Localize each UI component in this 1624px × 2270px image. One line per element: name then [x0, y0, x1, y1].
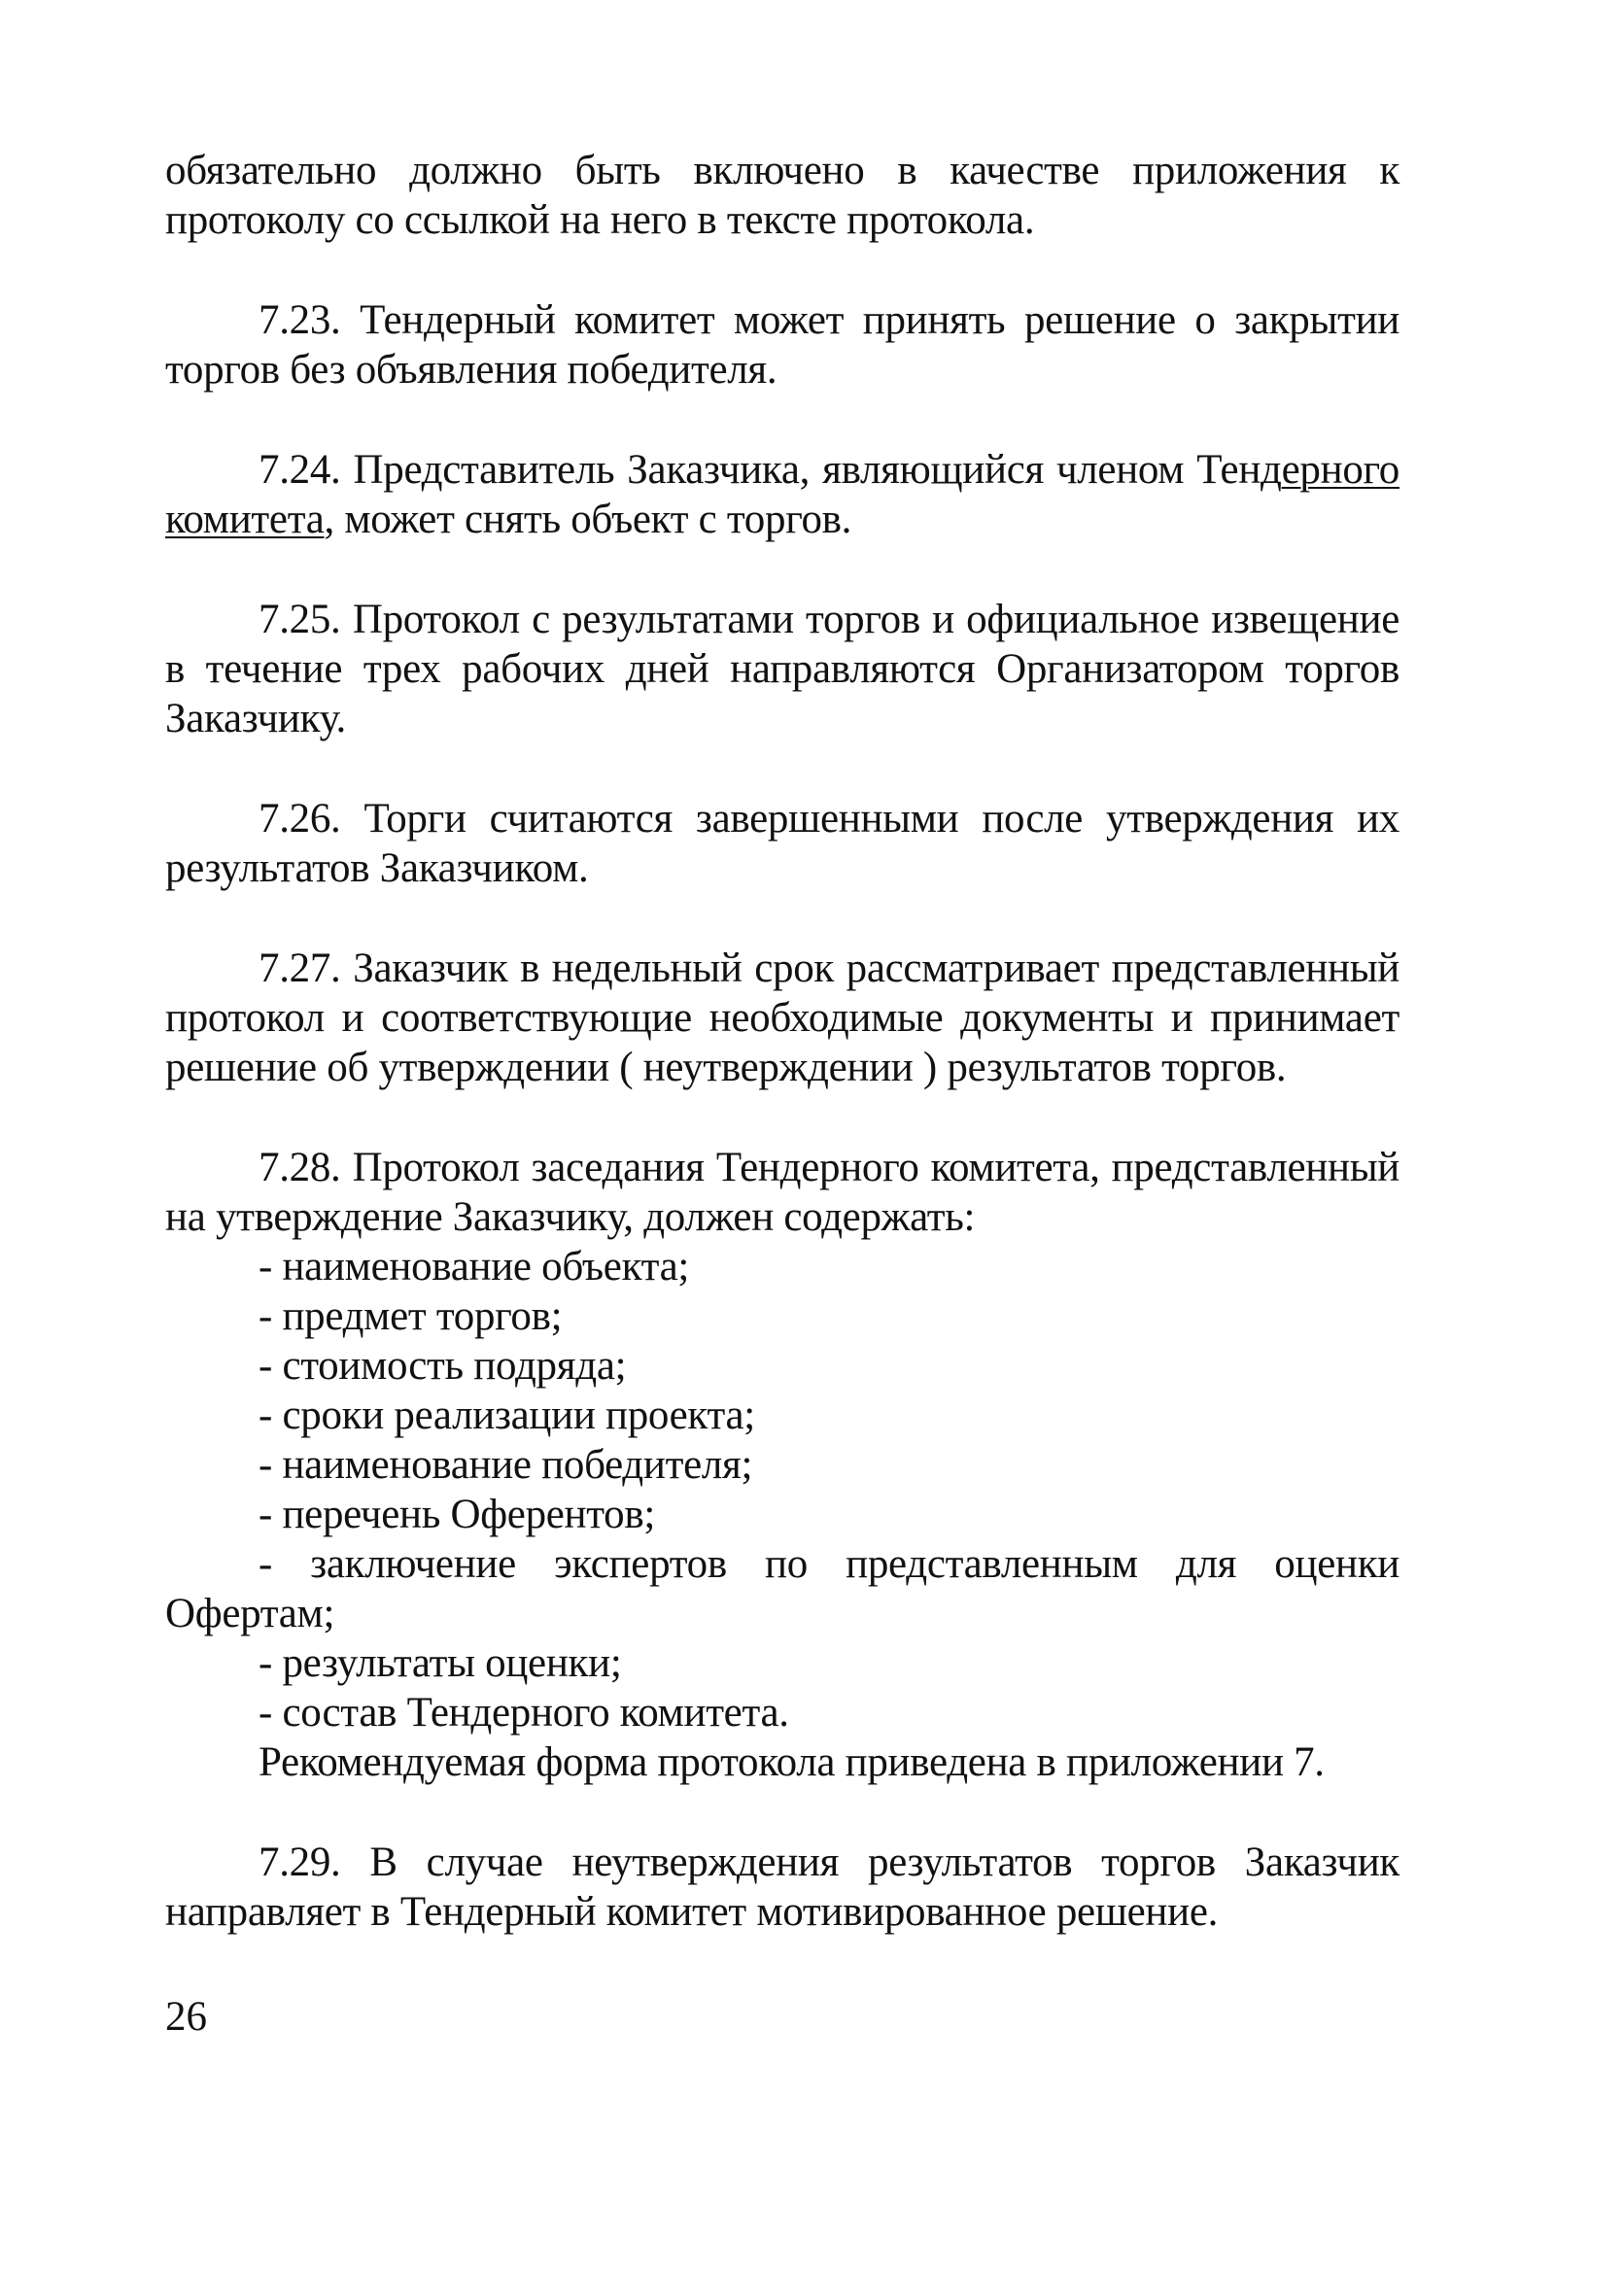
page-number: 26	[165, 1994, 207, 2040]
section-7-23	[165, 295, 1399, 395]
section-text: Протокол заседания Тендерного комитета, представленный на утверждение Заказчику, должен содержать:	[165, 1145, 1399, 1240]
list-item: - наименование объекта;	[259, 1244, 690, 1290]
recommended-form-note: Рекомендуемая форма протокола приведена в приложении 7.	[259, 1739, 1325, 1785]
section-7-28-intro	[165, 1143, 1399, 1242]
list-item: - стоимость подряда;	[259, 1343, 627, 1389]
required-contents-list	[165, 1242, 1399, 1737]
section-text: Протокол с результатами торгов и официальное извещение в течение трех рабочих дней направляются Организатором торгов Заказчику.	[165, 597, 1399, 741]
section-text-underlined: ерного комитета	[165, 447, 1399, 542]
section-text: Торги считаются завершенными после утверждения их результатов Заказчиком.	[165, 796, 1400, 891]
section-7-26	[165, 794, 1399, 893]
section-number: 7.27.	[259, 946, 341, 991]
list-item: - наименование победителя;	[259, 1442, 753, 1488]
section-7-27	[165, 944, 1399, 1092]
list-item: - заключение экспертов по представленным для оценки Офертам;	[165, 1541, 1399, 1636]
section-number: 7.29.	[259, 1840, 341, 1885]
list-item: - перечень Оферентов;	[259, 1492, 656, 1537]
list-item: - результаты оценки;	[259, 1640, 622, 1686]
section-7-25	[165, 595, 1399, 743]
section-number: 7.25.	[259, 597, 341, 642]
continuation-paragraph	[165, 146, 1399, 245]
section-7-29	[165, 1838, 1399, 1937]
list-item: - состав Тендерного комитета.	[259, 1690, 789, 1736]
section-number: 7.26.	[259, 796, 341, 842]
section-number: 7.24.	[259, 447, 341, 493]
section-text: Заказчик в недельный срок рассматривает представленный протокол и соответствующие необходимые документы и принимает решение об утверждении ( неутверждении ) результатов торгов.	[165, 946, 1400, 1090]
section-number: 7.28.	[259, 1145, 341, 1190]
section-7-28	[165, 1143, 1399, 1787]
section-text: Тендерный комитет может принять решение о закрытии торгов без объявления победителя.	[165, 297, 1399, 393]
section-7-24	[165, 445, 1399, 544]
list-item: - предмет торгов;	[259, 1293, 563, 1339]
continuation-text: обязательно должно быть включено в качестве приложения к протоколу со ссылкой на него в тексте протокола.	[165, 148, 1399, 243]
section-number: 7.23.	[259, 297, 341, 343]
section-text-before: Представитель Заказчика, являющийся членом Тенд	[353, 447, 1282, 493]
list-item: - сроки реализации проекта;	[259, 1393, 755, 1438]
section-text-after: , может снять объект с торгов.	[324, 497, 852, 542]
section-text: В случае неутверждения результатов торгов Заказчик направляет в Тендерный комитет мотивированное решение.	[165, 1840, 1400, 1935]
document-page	[165, 146, 1399, 1937]
